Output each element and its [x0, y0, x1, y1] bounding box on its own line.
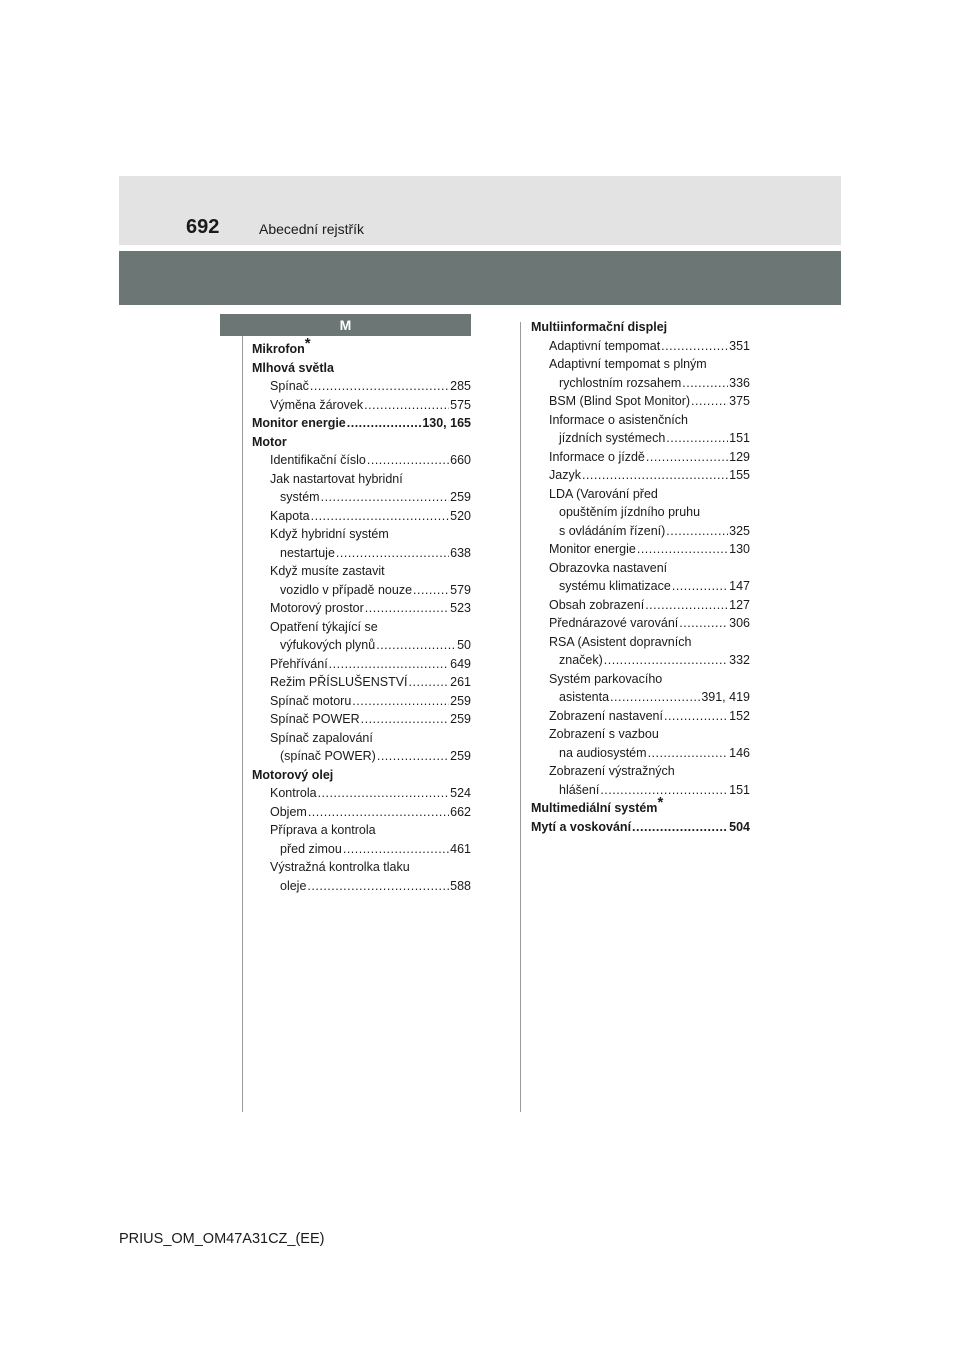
leader-dots [664, 707, 728, 726]
entry-text [549, 614, 678, 633]
page-reference: 130, 165 [422, 416, 471, 430]
entry-label: Monitor energie [252, 416, 346, 430]
page-reference: 259 [450, 712, 471, 726]
entry-text [549, 707, 663, 726]
entry-text [270, 803, 307, 822]
index-letter-tab: M [220, 314, 471, 336]
entry-text [252, 433, 287, 452]
page-reference: 588 [450, 878, 471, 893]
index-entry [252, 396, 471, 415]
leader-dots [646, 448, 728, 467]
entry-text [549, 485, 658, 504]
entry-label: Multiinformační displej [531, 320, 668, 334]
leader-dots [352, 692, 449, 711]
entry-label: systém [280, 490, 320, 504]
page-reference: 504 [729, 819, 750, 834]
page-reference: 332 [729, 653, 750, 667]
entry-text [270, 655, 328, 674]
entry-label: nestartuje [280, 545, 335, 560]
entry-label: Mytí a voskování [531, 819, 632, 834]
leader-dots [329, 655, 449, 674]
entry-label: s ovládáním řízení) [559, 523, 666, 538]
leader-dots [409, 673, 450, 692]
leader-dots [632, 818, 728, 837]
leader-dots [365, 599, 449, 618]
index-entry [531, 651, 750, 670]
page-reference: 50 [457, 638, 471, 652]
entry-text [270, 396, 363, 415]
entry-text [549, 466, 581, 485]
leader-dots [648, 744, 729, 763]
index-column-right [531, 318, 750, 836]
entry-label: Když musíte zastavit [270, 564, 385, 578]
index-entry [531, 577, 750, 596]
entry-label: vozidlo v případě nouze [280, 582, 413, 597]
page-reference: 147 [729, 579, 750, 593]
entry-text [270, 470, 403, 489]
page-reference: 660 [450, 453, 471, 467]
index-entry [252, 692, 471, 711]
entry-text [559, 522, 665, 541]
index-entry [252, 544, 471, 563]
leader-dots [308, 803, 449, 822]
leader-dots [610, 688, 700, 707]
index-entry [252, 766, 471, 785]
index-entry [252, 655, 471, 674]
index-entry [252, 525, 471, 544]
asterisk-mark: * [657, 793, 664, 811]
leader-dots [645, 596, 728, 615]
entry-text [549, 559, 667, 578]
title-bar [119, 251, 841, 305]
entry-text [549, 411, 688, 430]
asterisk-mark: * [304, 334, 311, 352]
entry-label: Příprava a kontrola [270, 823, 376, 837]
entry-text [559, 429, 665, 448]
index-entry [252, 451, 471, 470]
entry-label: rychlostním rozsahem [559, 375, 682, 390]
leader-dots [377, 747, 449, 766]
index-entry [531, 337, 750, 356]
index-entry [252, 747, 471, 766]
page-reference: 649 [450, 656, 471, 671]
entry-text [270, 784, 317, 803]
index-entry [252, 673, 471, 692]
leader-dots [413, 581, 449, 600]
leader-dots [376, 636, 456, 655]
index-entry [252, 877, 471, 896]
leader-dots [367, 451, 449, 470]
leader-dots [310, 377, 449, 396]
entry-text [270, 451, 366, 470]
leader-dots [364, 396, 449, 415]
index-entry [252, 618, 471, 637]
index-entry [252, 377, 471, 396]
entry-label: Obsah zobrazení [549, 597, 645, 612]
entry-text [559, 503, 700, 522]
entry-label: Informace o asistenčních [549, 412, 688, 427]
page-reference: 579 [450, 582, 471, 597]
entry-text [559, 577, 671, 596]
entry-text [252, 359, 334, 378]
index-entry [531, 781, 750, 800]
leader-dots [679, 614, 728, 633]
page-reference: 391, 419 [701, 690, 750, 704]
entry-text [270, 377, 309, 396]
index-entry [252, 488, 471, 507]
index-entry [531, 725, 750, 744]
leader-dots [582, 466, 728, 485]
index-entry [252, 599, 471, 618]
leader-dots [691, 392, 728, 411]
entry-text [270, 821, 376, 840]
entry-text [270, 618, 378, 637]
index-entry [531, 596, 750, 615]
entry-text [559, 744, 647, 763]
entry-text [549, 392, 690, 411]
page-reference: 259 [450, 693, 471, 708]
page-reference: 575 [450, 397, 471, 412]
entry-text [549, 670, 662, 689]
entry-label: Kontrola [270, 786, 317, 800]
page-reference: 129 [729, 449, 750, 464]
entry-label: Adaptivní tempomat [549, 338, 661, 353]
entry-label: Mlhová světla [252, 360, 334, 375]
index-entry [252, 821, 471, 840]
index-entry [252, 729, 471, 748]
entry-label: LDA (Varování před [549, 486, 658, 501]
entry-text [270, 858, 410, 877]
index-entry [252, 334, 471, 359]
page-reference: 261 [450, 675, 471, 689]
entry-text [549, 337, 660, 356]
entry-label: Spínač [270, 379, 309, 393]
page-reference: 336 [729, 375, 750, 390]
index-entry [252, 359, 471, 378]
entry-text [280, 544, 335, 563]
leader-dots [318, 784, 450, 803]
entry-label: BSM (Blind Spot Monitor) [549, 394, 691, 408]
entry-text [549, 355, 707, 374]
entry-text [270, 673, 408, 692]
right-column-rule [520, 322, 521, 1112]
leader-dots [682, 374, 728, 393]
page-reference: 152 [729, 708, 750, 723]
entry-text [270, 710, 360, 729]
entry-label: před zimou [280, 841, 342, 856]
entry-label: Režim PŘÍSLUŠENSTVÍ [270, 675, 408, 689]
entry-text [280, 877, 306, 896]
index-entry [531, 318, 750, 337]
entry-label: Spínač POWER [270, 712, 360, 726]
leader-dots [321, 488, 450, 507]
index-entry [252, 840, 471, 859]
page-reference: 523 [450, 601, 471, 615]
index-entry [531, 633, 750, 652]
entry-label: Monitor energie [549, 542, 636, 556]
entry-text [252, 334, 311, 359]
index-entry [252, 710, 471, 729]
entry-text [280, 747, 376, 766]
entry-label: Spínač zapalování [270, 730, 373, 745]
entry-text [549, 762, 675, 781]
index-entry [531, 503, 750, 522]
leader-dots [666, 522, 728, 541]
index-entry [531, 670, 750, 689]
entry-label: Motor [252, 434, 287, 449]
entry-text [559, 688, 609, 707]
section-title: Abecední rejstřík [259, 221, 365, 237]
page-reference: 155 [729, 468, 750, 482]
index-entry [531, 355, 750, 374]
entry-label: Identifikační číslo [270, 453, 366, 467]
entry-label: Zobrazení nastavení [549, 708, 663, 723]
entry-text [559, 781, 599, 800]
leader-dots [347, 414, 422, 433]
entry-text [549, 596, 644, 615]
page-reference: 259 [450, 749, 471, 763]
entry-label: (spínač POWER) [280, 749, 376, 763]
page-reference: 146 [729, 745, 750, 760]
entry-label: Opatření týkající se [270, 619, 378, 634]
leader-dots [307, 877, 449, 896]
index-entry [531, 707, 750, 726]
index-entry [531, 559, 750, 578]
page-reference: 461 [450, 841, 471, 856]
entry-text [531, 818, 631, 837]
entry-label: systému klimatizace [559, 579, 671, 593]
entry-label: Adaptivní tempomat s plným [549, 357, 707, 371]
entry-text [531, 793, 664, 818]
entry-label: Obrazovka nastavení [549, 560, 668, 575]
index-entry [531, 793, 750, 818]
entry-text [549, 725, 659, 744]
page-reference: 127 [729, 597, 750, 612]
entry-text [559, 374, 681, 393]
page-reference: 151 [729, 782, 750, 797]
entry-label: jízdních systémech [559, 431, 666, 445]
entry-label: Jak nastartovat hybridní [270, 471, 403, 486]
index-entry [252, 581, 471, 600]
entry-label: Motorový prostor [270, 601, 364, 615]
entry-text [280, 581, 412, 600]
entry-text [270, 692, 351, 711]
entry-label: Přehřívání [270, 656, 328, 671]
entry-label: Přednárazové varování [549, 616, 679, 630]
leader-dots [311, 507, 450, 526]
entry-text [270, 599, 364, 618]
entry-label: Kapota [270, 508, 310, 523]
index-entry [531, 392, 750, 411]
page-reference: 285 [450, 379, 471, 393]
entry-label: Informace o jízdě [549, 449, 645, 464]
index-entry [531, 688, 750, 707]
index-entry [252, 507, 471, 526]
entry-text [270, 507, 310, 526]
entry-text [549, 448, 645, 467]
page-reference: 151 [729, 431, 750, 445]
index-entry [531, 522, 750, 541]
index-entry [531, 540, 750, 559]
page-reference: 259 [450, 490, 471, 504]
entry-text [252, 414, 346, 433]
page-reference: 306 [729, 616, 750, 630]
index-entry [531, 485, 750, 504]
index-entry [252, 803, 471, 822]
entry-label: na audiosystém [559, 745, 647, 760]
index-entry [252, 636, 471, 655]
index-entry [252, 784, 471, 803]
entry-label: Zobrazení s vazbou [549, 727, 659, 741]
index-entry [531, 374, 750, 393]
page-reference: 130 [729, 542, 750, 556]
entry-text [549, 633, 691, 652]
leader-dots [361, 710, 450, 729]
entry-text [559, 651, 603, 670]
index-entry [531, 818, 750, 837]
index-entry [252, 470, 471, 489]
entry-text [280, 840, 342, 859]
entry-label: asistenta [559, 690, 610, 704]
index-entry [252, 433, 471, 452]
entry-label: Zobrazení výstražných [549, 764, 675, 778]
leader-dots [600, 781, 728, 800]
entry-text [270, 525, 389, 544]
document-code: PRIUS_OM_OM47A31CZ_(EE) [119, 1231, 325, 1247]
leader-dots [666, 429, 728, 448]
entry-text [549, 540, 636, 559]
page-reference: 638 [450, 545, 471, 560]
page-reference: 524 [450, 786, 471, 800]
entry-label: značek) [559, 653, 603, 667]
index-entry [531, 744, 750, 763]
entry-label: Jazyk [549, 468, 581, 482]
index-column-left [252, 334, 471, 895]
entry-text [531, 318, 667, 337]
entry-label: Objem [270, 804, 307, 819]
page-reference: 375 [729, 394, 750, 408]
index-entry [531, 429, 750, 448]
entry-label: Když hybridní systém [270, 527, 389, 541]
entry-label: Motorový olej [252, 767, 334, 782]
entry-label: oleje [280, 878, 307, 893]
entry-label: opuštěním jízdního pruhu [559, 505, 701, 519]
page-number: 692 [186, 216, 220, 238]
page-reference: 520 [450, 508, 471, 523]
entry-text [270, 729, 373, 748]
entry-text [252, 766, 333, 785]
entry-label: Mikrofon [252, 342, 305, 356]
leader-dots [343, 840, 449, 859]
index-entry [531, 614, 750, 633]
entry-label: výfukových plynů [280, 638, 376, 652]
index-entry [531, 466, 750, 485]
index-entry [531, 762, 750, 781]
entry-label: RSA (Asistent dopravních [549, 634, 692, 649]
leader-dots [637, 540, 728, 559]
header-band [119, 176, 841, 245]
left-column-rule [242, 336, 243, 1112]
leader-dots [661, 337, 728, 356]
entry-text [280, 636, 375, 655]
entry-label: Výstražná kontrolka tlaku [270, 860, 410, 874]
page-reference: 325 [729, 523, 750, 538]
page-reference: 662 [450, 804, 471, 819]
index-entry [252, 858, 471, 877]
entry-text [280, 488, 320, 507]
index-entry [252, 414, 471, 433]
index-entry [531, 411, 750, 430]
page-reference: 351 [729, 338, 750, 353]
entry-label: Výměna žárovek [270, 397, 364, 412]
entry-label: Multimediální systém [531, 801, 658, 815]
leader-dots [604, 651, 728, 670]
index-entry [531, 448, 750, 467]
entry-text [270, 562, 385, 581]
leader-dots [336, 544, 449, 563]
entry-label: Spínač motoru [270, 693, 352, 708]
index-entry [252, 562, 471, 581]
leader-dots [672, 577, 728, 596]
entry-label: hlášení [559, 782, 600, 797]
entry-label: Systém parkovacího [549, 671, 663, 686]
